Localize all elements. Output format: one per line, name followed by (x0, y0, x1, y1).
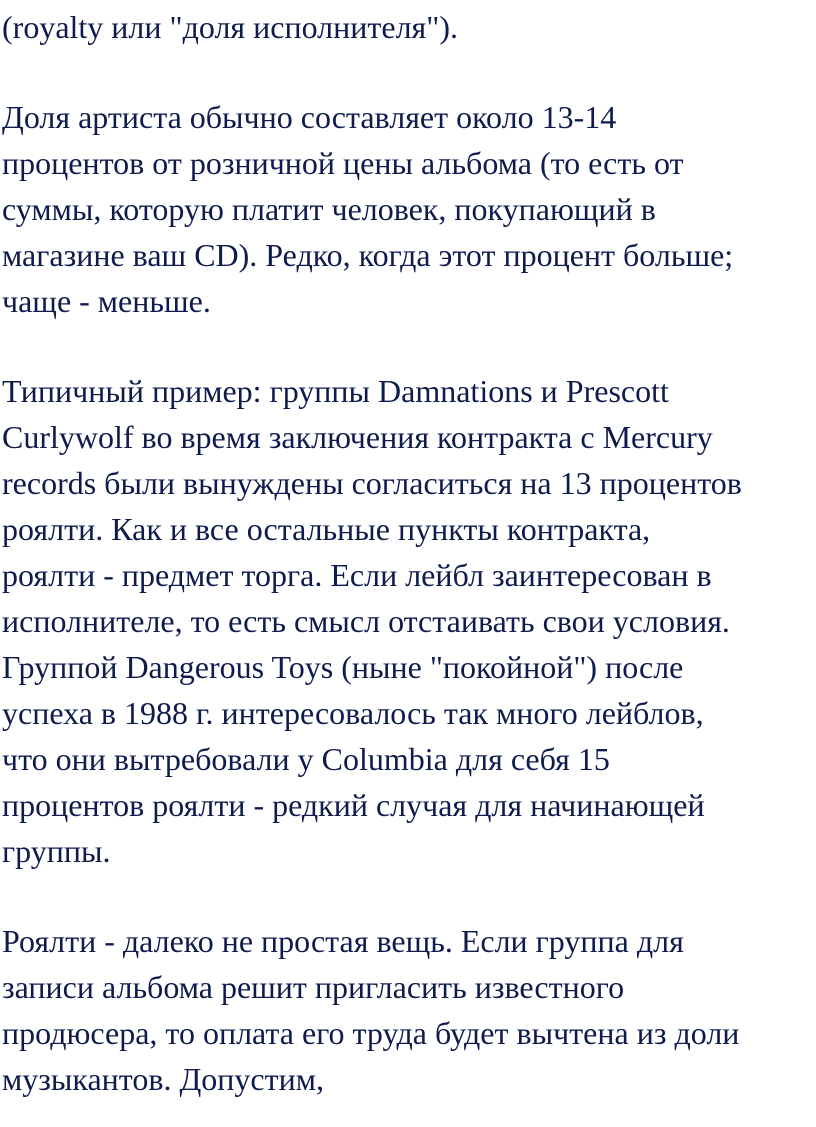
text-line: исполнителе, то есть смысл отстаивать свои условия. (2, 603, 730, 639)
text-line: Группой Dangerous Toys (ныне "покойной") после (2, 649, 684, 685)
text-line: Curlywolf во время заключения контракта с Mercury (2, 419, 713, 455)
text-line: группы. (2, 833, 111, 869)
text-line: записи альбома решит пригласить известного (2, 969, 625, 1005)
text-line: музыкантов. Допустим, (2, 1061, 324, 1097)
text-line: процентов от розничной цены альбома (то есть от (2, 145, 684, 181)
text-line: процентов роялти - редкий случая для начинающей (2, 787, 705, 823)
text-line: роялти - предмет торга. Если лейбл заинтересован в (2, 557, 712, 593)
text-line: продюсера, то оплата его труда будет вычтена из доли (2, 1015, 740, 1051)
text-line: чаще - меньше. (2, 283, 211, 319)
text-line: что они вытребовали у Columbia для себя 15 (2, 741, 610, 777)
text-line: records были вынуждены согласиться на 13 процентов (2, 465, 742, 501)
text-line: Роялти - далеко не простая вещь. Если группа для (2, 923, 684, 959)
text-line: Типичный пример: группы Damnations и Prescott (2, 373, 669, 409)
text-line: суммы, которую платит человек, покупающий в (2, 191, 656, 227)
text-line: (royalty или "доля исполнителя"). (2, 9, 458, 45)
text-line: Доля артиста обычно составляет около 13-14 (2, 99, 617, 135)
text-line: магазине ваш CD). Редко, когда этот процент больше; (2, 237, 734, 273)
text-line: роялти. Как и все остальные пункты контракта, (2, 511, 651, 547)
text-line: успеха в 1988 г. интересовалось так много лейблов, (2, 695, 704, 731)
